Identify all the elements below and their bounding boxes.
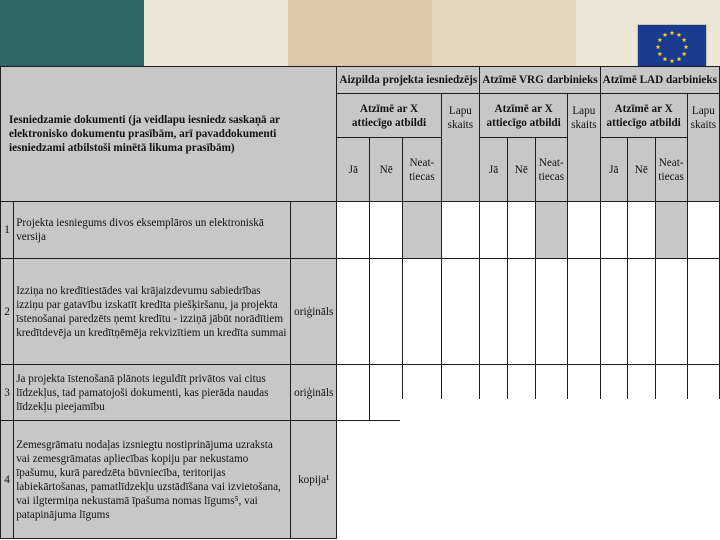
checkbox-cell[interactable] bbox=[370, 365, 403, 421]
checkbox-cell[interactable] bbox=[507, 202, 535, 259]
header-band-1 bbox=[0, 0, 144, 68]
mark-instruction-applicant: Atzīmē ar X attiecīgo atbildi bbox=[337, 94, 441, 138]
lapu-skaits-lad: Lapu skaits bbox=[687, 94, 719, 202]
row-description: Zemesgrāmatu nodaļas izsniegtu nostiprinājuma uzraksta vai zemesgrāmatas apliecības kopiju par nekustamo īpašumu, kurā paredzēta būvniecība, teritorijas labiekārtošanas, pamatlīdzekļu uzstādīšana vai izvietošana, vai ilgtermiņa nekustamā īpašuma nomas līgums⁵, vai patapinājuma līgums bbox=[14, 421, 291, 539]
mark-instruction-lad: Atzīmē ar X attiecīgo atbildi bbox=[600, 94, 687, 138]
document-table-area bbox=[0, 66, 720, 540]
row-number: 1 bbox=[1, 202, 14, 259]
option-neattiecas: Neat-tiecas bbox=[403, 138, 442, 202]
checkbox-cell-disabled bbox=[535, 202, 567, 259]
flag-star bbox=[670, 30, 675, 35]
checkbox-cell[interactable] bbox=[403, 259, 442, 365]
row-description: Projekta iesniegums divos eksemplāros un elektroniskā versija bbox=[14, 202, 291, 259]
row-doc-type bbox=[291, 202, 337, 259]
flag-star bbox=[677, 32, 682, 37]
checkbox-cell[interactable] bbox=[628, 259, 655, 365]
checkbox-cell[interactable] bbox=[535, 259, 567, 365]
lapu-skaits-applicant: Lapu skaits bbox=[441, 94, 480, 202]
checkbox-cell[interactable] bbox=[507, 259, 535, 365]
eu-flag-icon bbox=[637, 24, 707, 70]
flag-star bbox=[682, 51, 687, 56]
row-description: Izziņa no kredītiestādes vai krājaizdevumu sabiedrības izziņu par gatavību izskatīt kredīta piešķiršanu, ja projekta īstenošanai paredzēts ņemt kredītu - izziņā jābūt norādītiem kredītdevēja un kredītņēmēja rekvizītiem un kredīta summai bbox=[14, 259, 291, 365]
header-band-2 bbox=[144, 0, 288, 68]
checkbox-cell[interactable] bbox=[480, 202, 508, 259]
checkbox-cell-disabled bbox=[403, 202, 442, 259]
flag-star bbox=[677, 57, 682, 62]
flag-star bbox=[670, 58, 675, 63]
flag-star bbox=[682, 37, 687, 42]
checkbox-cell[interactable] bbox=[370, 259, 403, 365]
page-count-cell[interactable] bbox=[441, 202, 480, 259]
row-description: Ja projekta īstenošanā plānots ieguldīt privātos vai citus līdzekļus, tad pamatojoši dokumenti, kas pierāda naudas līdzekļu pieejamību bbox=[14, 365, 291, 421]
checkbox-cell[interactable] bbox=[337, 202, 370, 259]
option-ja: Jā bbox=[480, 138, 508, 202]
row-doc-type: oriģināls bbox=[291, 259, 337, 365]
option-ne: Nē bbox=[370, 138, 403, 202]
lapu-skaits-vrg: Lapu skaits bbox=[568, 94, 601, 202]
checkbox-cell[interactable] bbox=[370, 202, 403, 259]
header-band-4 bbox=[432, 0, 576, 68]
checkbox-cell[interactable] bbox=[337, 365, 370, 421]
option-ja: Jā bbox=[600, 138, 627, 202]
table-title: Iesniedzamie dokumenti (ja veidlapu iesniedz saskaņā ar elektronisko dokumentu prasībām, arī pavaddokumenti iesniedzami atbilstoši minētā likuma prasībām) bbox=[1, 67, 337, 202]
checkbox-cell-disabled bbox=[655, 202, 687, 259]
checkbox-cell[interactable] bbox=[480, 259, 508, 365]
page-count-cell[interactable] bbox=[568, 202, 601, 259]
flag-star bbox=[684, 44, 689, 49]
table-row bbox=[1, 259, 720, 365]
checkbox-cell[interactable] bbox=[600, 202, 627, 259]
header-band-3 bbox=[288, 0, 432, 68]
flag-star bbox=[663, 57, 668, 62]
page-count-cell[interactable] bbox=[687, 259, 719, 365]
row-number: 3 bbox=[1, 365, 14, 421]
row-doc-type: kopija¹ bbox=[291, 421, 337, 539]
flag-star bbox=[657, 51, 662, 56]
page-count-cell[interactable] bbox=[687, 202, 719, 259]
group-header-applicant: Aizpilda projekta iesniedzējs bbox=[337, 67, 480, 94]
option-neattiecas: Neat-tiecas bbox=[535, 138, 567, 202]
option-ne: Nē bbox=[628, 138, 655, 202]
page-count-cell[interactable] bbox=[441, 259, 480, 365]
row-doc-type: oriģināls bbox=[291, 365, 337, 421]
flag-star bbox=[663, 32, 668, 37]
mark-instruction-vrg: Atzīmē ar X attiecīgo atbildi bbox=[480, 94, 568, 138]
checkbox-cell[interactable] bbox=[337, 259, 370, 365]
checkbox-cell[interactable] bbox=[628, 202, 655, 259]
option-ne: Nē bbox=[507, 138, 535, 202]
table-row bbox=[1, 202, 720, 259]
group-header-vrg: Atzīmē VRG darbinieks bbox=[480, 67, 600, 94]
blank-overlay bbox=[400, 399, 720, 540]
page-count-cell[interactable] bbox=[568, 259, 601, 365]
group-header-lad: Atzīmē LAD darbinieks bbox=[600, 67, 719, 94]
option-neattiecas: Neat-tiecas bbox=[655, 138, 687, 202]
flag-star bbox=[657, 37, 662, 42]
checkbox-cell[interactable] bbox=[655, 259, 687, 365]
row-number: 2 bbox=[1, 259, 14, 365]
row-number: 4 bbox=[1, 421, 14, 539]
flag-star bbox=[656, 44, 661, 49]
option-ja: Jā bbox=[337, 138, 370, 202]
checkbox-cell[interactable] bbox=[600, 259, 627, 365]
